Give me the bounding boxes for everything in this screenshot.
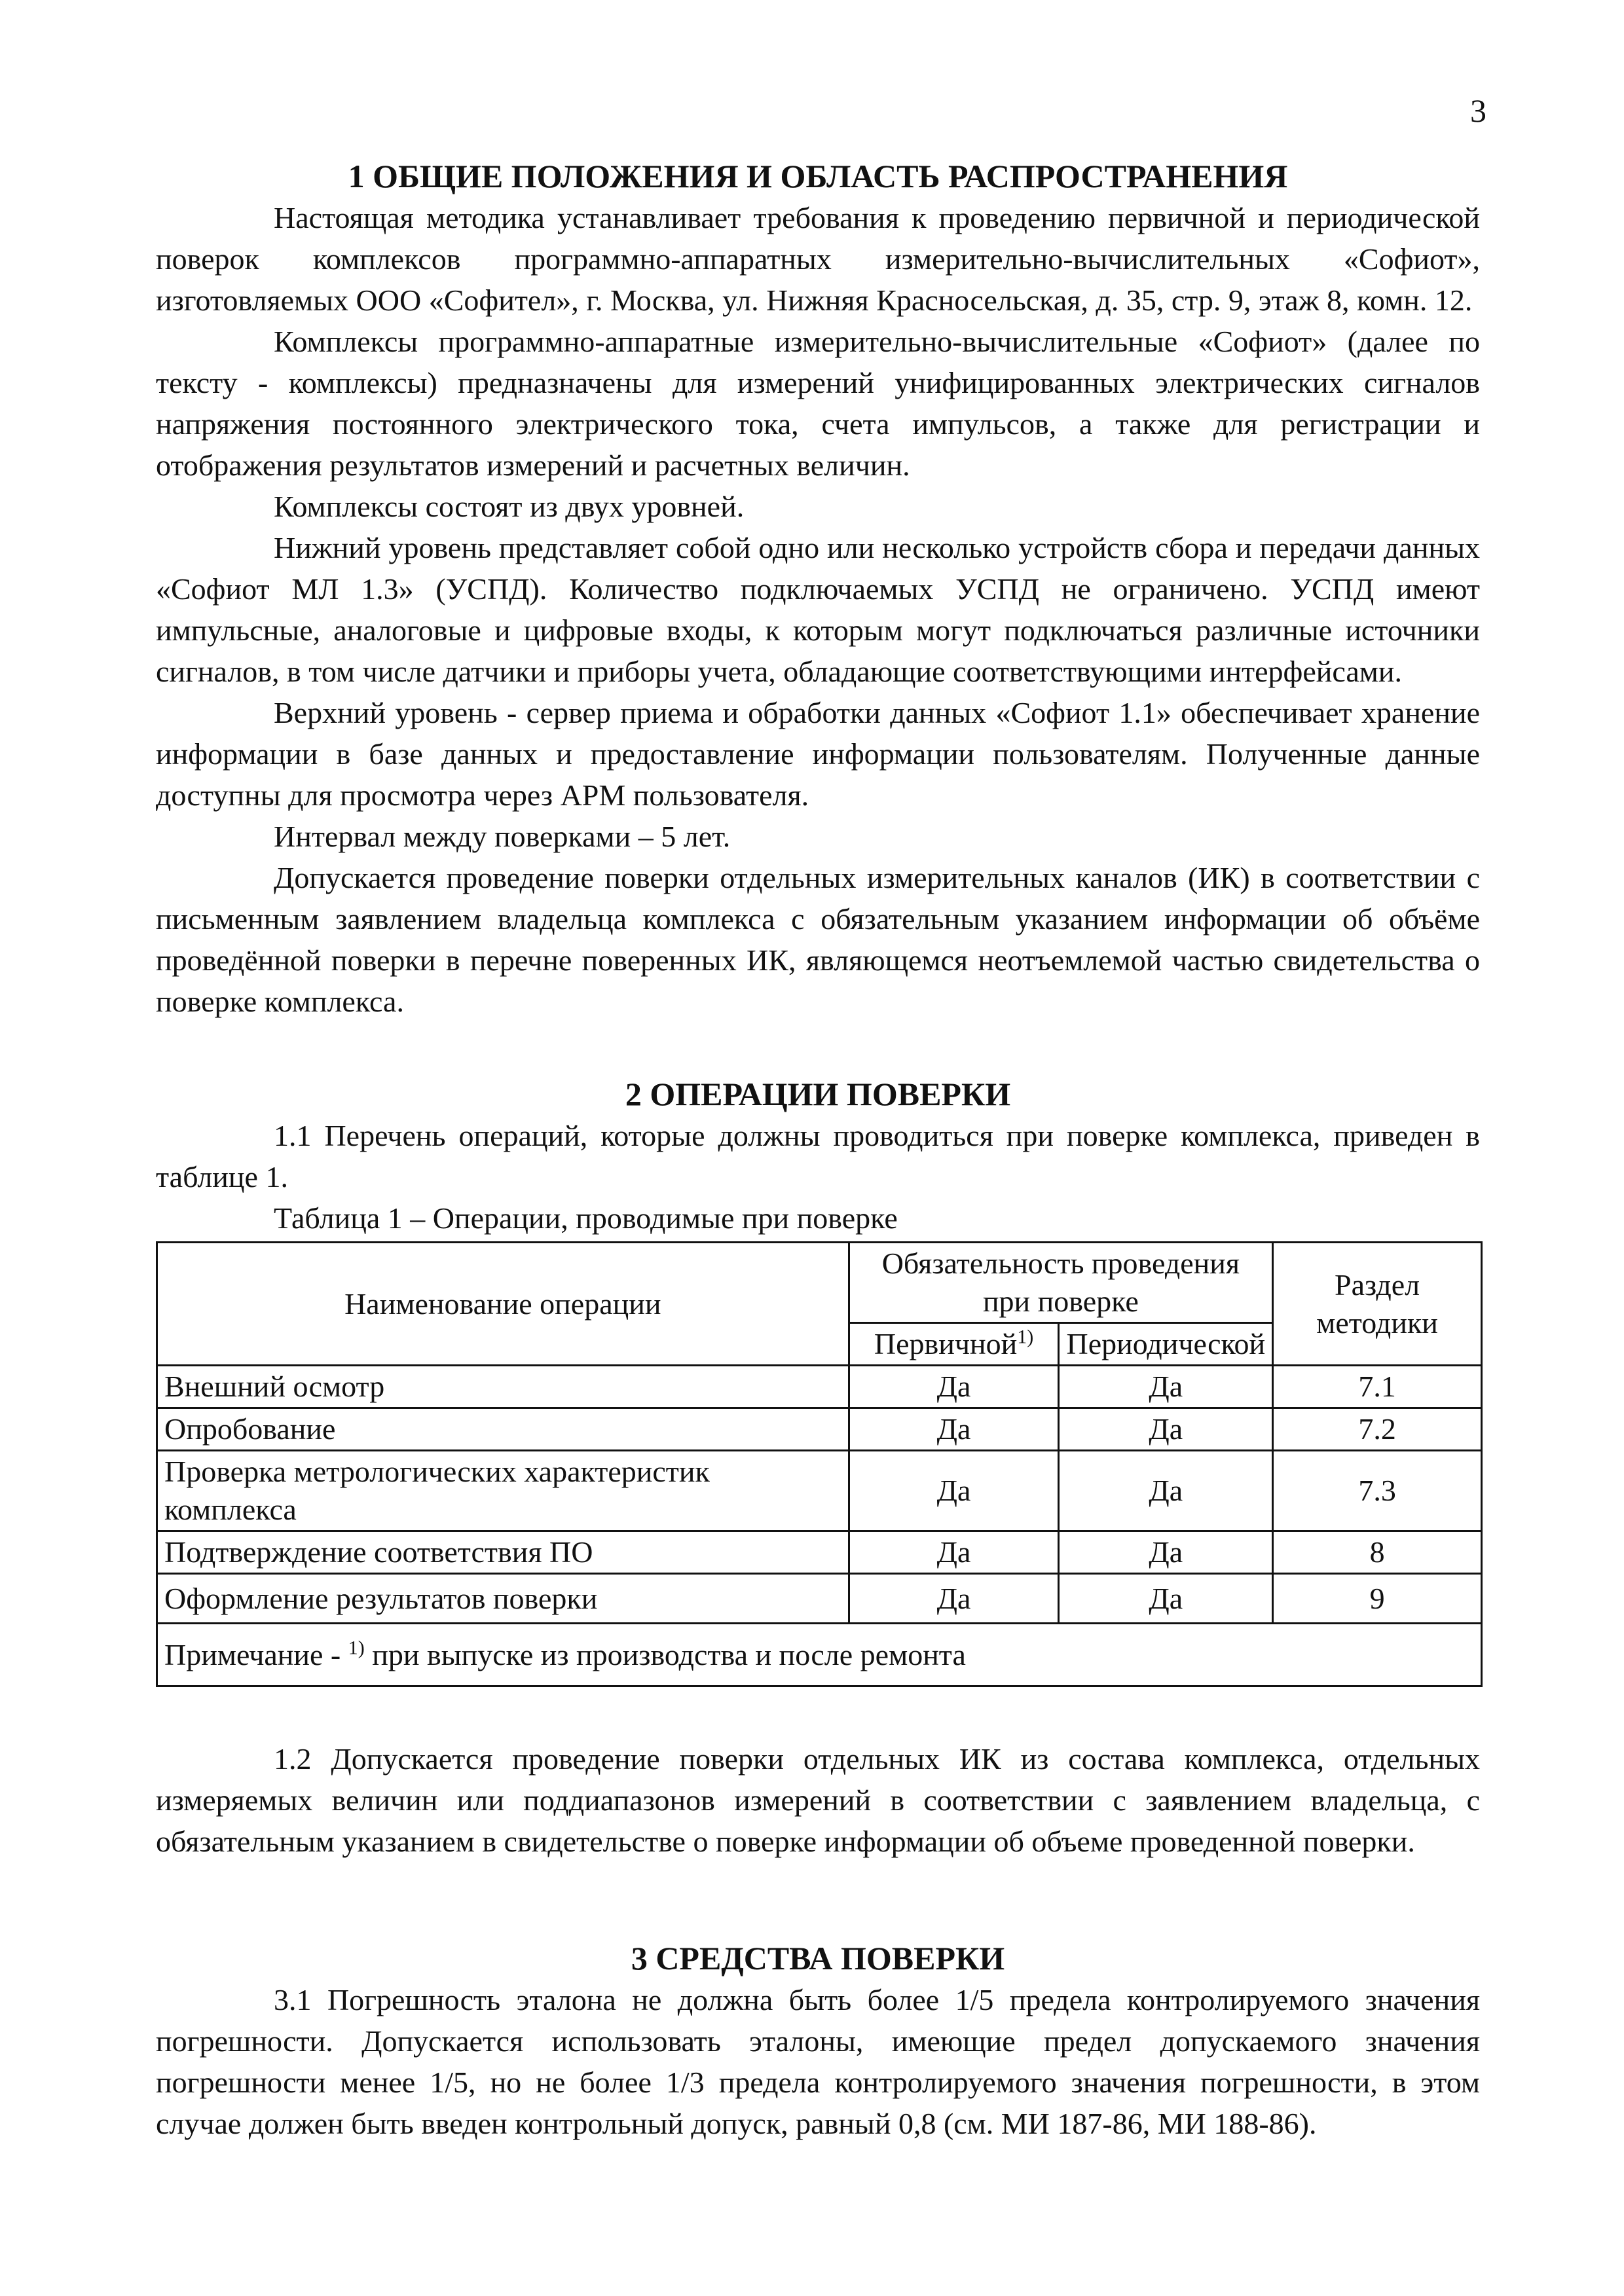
primary-value: Да [849,1531,1059,1574]
section-ref: 7.2 [1273,1408,1482,1451]
paragraph: Нижний уровень представляет собой одно или несколько устройств сбора и передачи данных «Софиот МЛ 1.3» (УСПД). Количество подключаемых УСПД не ограничено. УСПД имеют импульсные, аналоговые и цифровые входы, к которым могут подключаться различные источники сигналов, в том числе датчики и приборы учета, обладающие соответствующими интерфейсами. [156,531,1480,688]
paragraph: Интервал между поверками – 5 лет. [274,820,731,853]
section-general [156,156,1480,1022]
paragraph: 1.1 Перечень операций, которые должны проводиться при поверке комплекса, приведен в таблице 1. [156,1119,1480,1194]
header-primary: Первичной$^{1)}$ [849,1323,1059,1366]
periodic-value: Да [1059,1531,1273,1574]
operation-name: Оформление результатов поверки [157,1574,849,1624]
paragraph: 1.2 Допускается проведение поверки отдельных ИК из состава комплекса, отдельных измеряемых величин или поддиапазонов измерений в соответствии с заявлением владельца, с обязательным указанием в свидетельстве о поверке информации об объеме проведенной поверки. [156,1742,1480,1858]
header-required: Обязательность проведения при поверке [849,1243,1273,1323]
periodic-value: Да [1059,1408,1273,1451]
page-number: 3 [1470,92,1486,129]
paragraph: Верхний уровень - сервер приема и обработки данных «Софиот 1.1» обеспечивает хранение информации в базе данных и предоставление информации пользователям. Полученные данные доступны для просмотра через АРМ пользователя. [156,696,1480,812]
periodic-value: Да [1059,1451,1273,1531]
operation-name: Подтверждение соответствия ПО [157,1531,849,1574]
table-note-row [157,1624,1482,1686]
primary-value: Да [849,1574,1059,1624]
header-operation-name: Наименование операции [157,1243,849,1366]
table-row [157,1531,1482,1574]
table-note: Примечание - $^{1)}$ при выпуске из производства и после ремонта [157,1624,1482,1686]
paragraph: Комплексы состоят из двух уровней. [274,490,745,523]
periodic-value: Да [1059,1574,1273,1624]
section-2-title: 2 ОПЕРАЦИИ ПОВЕРКИ [625,1076,1011,1112]
section-ref: 7.1 [1273,1366,1482,1408]
table-row [157,1574,1482,1624]
section-operations [156,1074,1480,1687]
table-row [157,1408,1482,1451]
section-operations-note [156,1738,1480,1862]
header-section: Раздел методики [1273,1243,1482,1366]
section-1-title: 1 ОБЩИЕ ПОЛОЖЕНИЯ И ОБЛАСТЬ РАСПРОСТРАНЕНИЯ [348,158,1288,194]
operation-name: Внешний осмотр [157,1366,849,1408]
section-tools [156,1938,1480,2144]
operations-table [156,1241,1483,1687]
paragraph: 3.1 Погрешность эталона не должна быть более 1/5 предела контролируемого значения погрешности. Допускается использовать эталоны, имеющие предел допускаемого значения погрешности менее 1/5, но не более 1/3 предела контролируемого значения погрешности, в этом случае должен быть введен контрольный допуск, равный 0,8 (см. МИ 187-86, МИ 188-86). [156,1983,1480,2140]
section-ref: 8 [1273,1531,1482,1574]
paragraph: Настоящая методика устанавливает требования к проведению первичной и периодической поверок комплексов программно-аппаратных измерительно-вычислительных «Софиот», изготовляемых ООО «Софител», г. Москва, ул. Нижняя Красносельская, д. 35, стр. 9, этаж 8, комн. 12. [156,201,1480,317]
primary-value: Да [849,1408,1059,1451]
section-ref: 9 [1273,1574,1482,1624]
periodic-value: Да [1059,1366,1273,1408]
table-row [157,1366,1482,1408]
table-row [157,1451,1482,1531]
primary-value: Да [849,1451,1059,1531]
section-3-title: 3 СРЕДСТВА ПОВЕРКИ [631,1940,1005,1977]
paragraph: Комплексы программно-аппаратные измерительно-вычислительные «Софиот» (далее по тексту - комплексы) предназначены для измерений унифицированных электрических сигналов напряжения постоянного электрического тока, счета импульсов, а также для регистрации и отображения результатов измерений и расчетных величин. [156,325,1480,482]
primary-value: Да [849,1366,1059,1408]
operation-name: Опробование [157,1408,849,1451]
header-periodic: Периодической [1059,1323,1273,1366]
table-caption: Таблица 1 – Операции, проводимые при поверке [274,1201,898,1235]
section-ref: 7.3 [1273,1451,1482,1531]
operation-name: Проверка метрологических характеристик комплекса [157,1451,849,1531]
paragraph: Допускается проведение поверки отдельных измерительных каналов (ИК) в соответствии с письменным заявлением владельца комплекса с обязательным указанием информации об объёме проведённой поверки в перечне поверенных ИК, являющемся неотъемлемой частью свидетельства о поверке комплекса. [156,861,1480,1018]
